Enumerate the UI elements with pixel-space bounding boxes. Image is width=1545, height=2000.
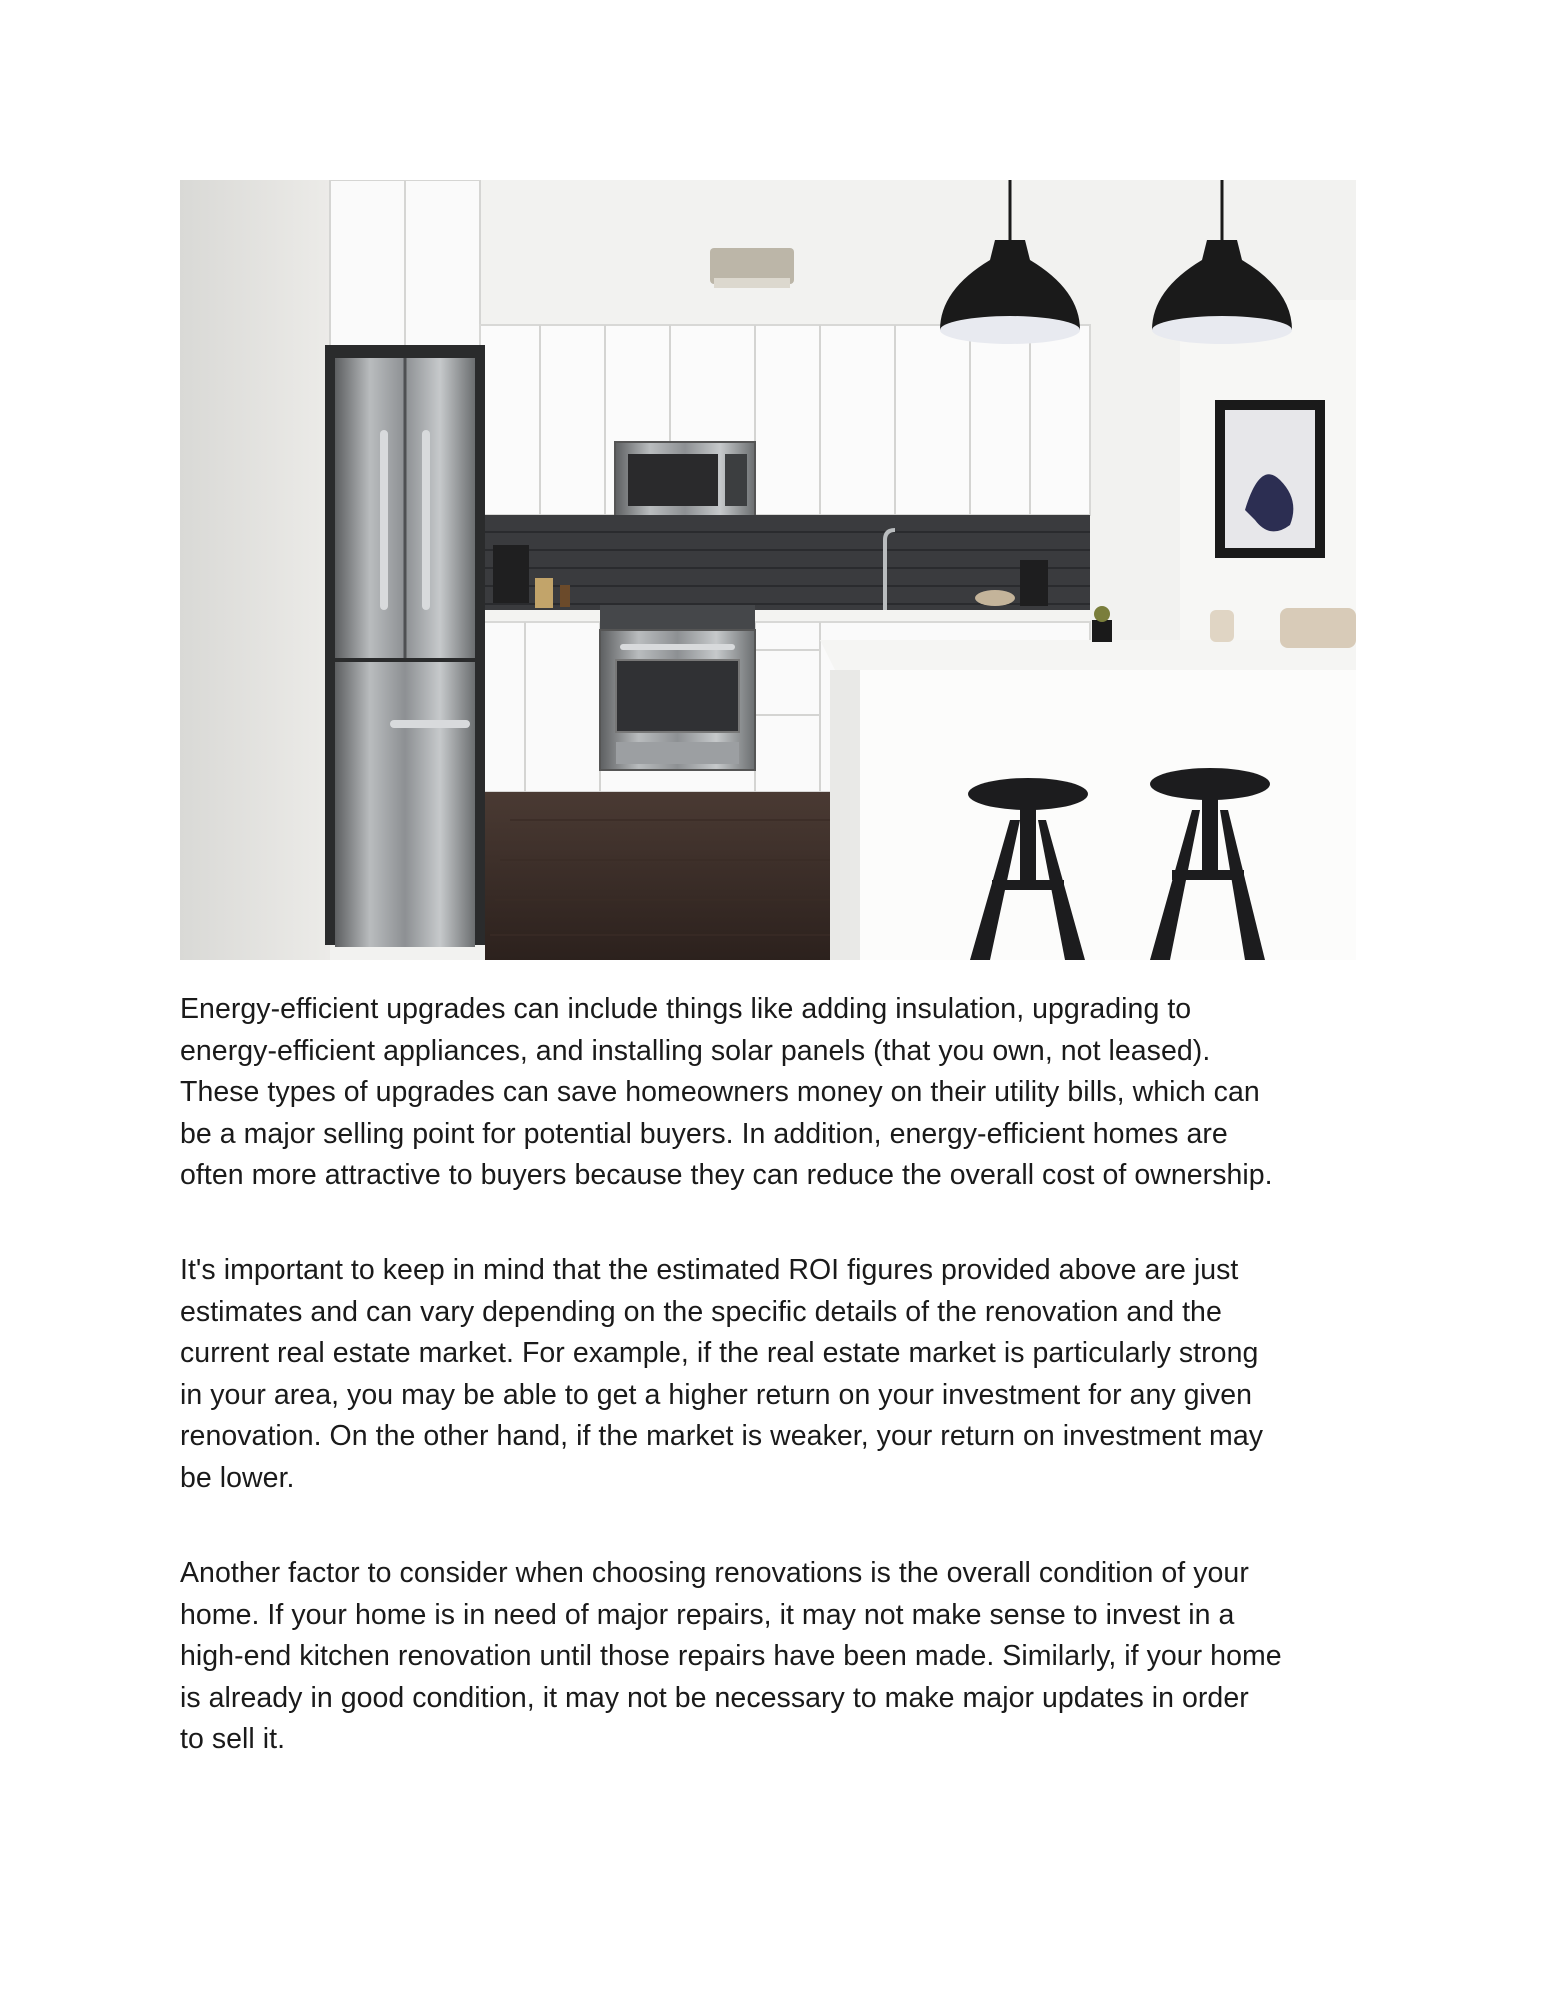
paragraph-line: often more attractive to buyers because they can reduce the overall cost of ownership. bbox=[180, 1159, 1273, 1191]
paragraph-line: to sell it. bbox=[180, 1723, 286, 1755]
paragraph-roi-estimates bbox=[180, 1250, 1370, 1499]
paragraph-line: is already in good condition, it may not be necessary to make major updates in order bbox=[180, 1681, 1249, 1714]
paragraph-line: These types of upgrades can save homeowners money on their utility bills, which can bbox=[180, 1076, 1260, 1108]
paragraph-line: It's important to keep in mind that the estimated ROI figures provided above are just bbox=[180, 1254, 1239, 1286]
paragraph-line: home. If your home is in need of major repairs, it may not make sense to invest in a bbox=[180, 1598, 1235, 1631]
paragraph-line: Energy-efficient upgrades can include things like adding insulation, upgrading to bbox=[180, 993, 1192, 1025]
kitchen-photo bbox=[180, 180, 1356, 960]
paragraph-line: high-end kitchen renovation until those repairs have been made. Similarly, if your home bbox=[180, 1640, 1282, 1672]
paragraph-line: estimates and can vary depending on the specific details of the renovation and the bbox=[180, 1295, 1222, 1328]
paragraph-line: Another factor to consider when choosing renovations is the overall condition of your bbox=[180, 1557, 1249, 1589]
paragraph-energy-efficient-upgrades bbox=[180, 989, 1370, 1197]
paragraph-line: be a major selling point for potential buyers. In addition, energy-efficient homes are bbox=[180, 1117, 1228, 1150]
paragraph-line: renovation. On the other hand, if the market is weaker, your return on investment may bbox=[180, 1420, 1264, 1452]
paragraph-line: energy-efficient appliances, and installing solar panels (that you own, not leased). bbox=[180, 1034, 1211, 1067]
paragraph-line: current real estate market. For example, if the real estate market is particularly strong bbox=[180, 1337, 1259, 1369]
paragraph-line: be lower. bbox=[180, 1461, 295, 1494]
paragraph-line: in your area, you may be able to get a higher return on your investment for any given bbox=[180, 1378, 1253, 1411]
paragraph-home-condition bbox=[180, 1553, 1370, 1761]
